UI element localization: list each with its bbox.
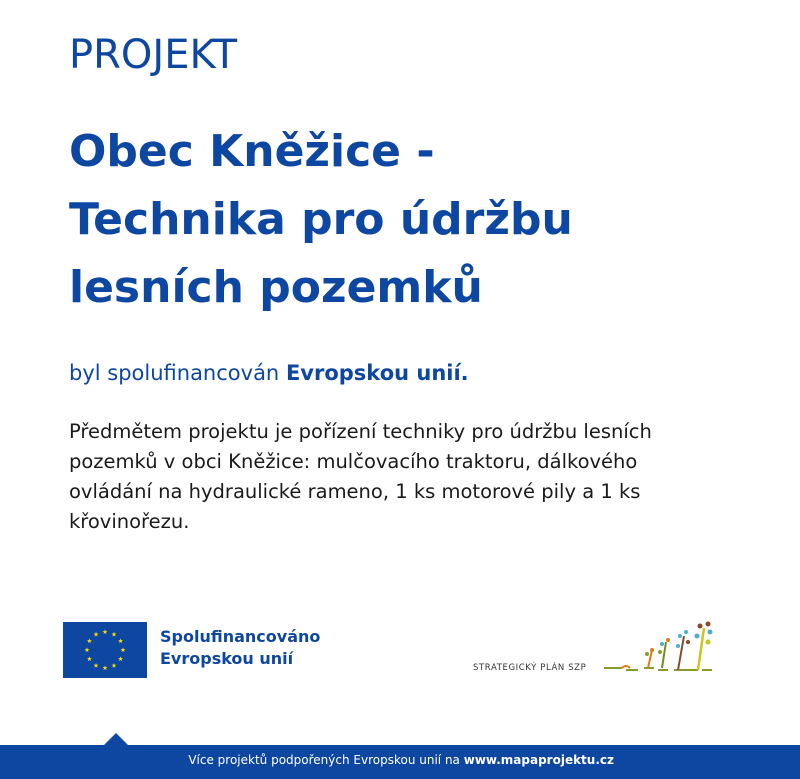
header-label: PROJEKT — [69, 32, 238, 78]
eu-star-icon — [112, 632, 117, 637]
project-title — [69, 118, 749, 322]
eu-star-icon — [118, 656, 123, 661]
title-line: lesních pozemků — [69, 262, 483, 313]
footer-text — [0, 753, 800, 767]
description-line: pozemků v obci Kněžice: mulčovacího traktoru, dálkového — [69, 450, 638, 473]
cofinanced-emphasis: Evropskou unií. — [285, 361, 469, 385]
title-line: Obec Kněžice - — [69, 126, 435, 177]
eu-star-icon — [121, 647, 126, 652]
szp-plants-logo-icon — [602, 620, 740, 680]
eu-flag-icon — [63, 622, 147, 678]
szp-logo-text: STRATEGICKÝ PLÁN SZP — [473, 663, 587, 673]
footer-prefix: Více projektů podpořených Evropskou unií na — [188, 753, 460, 767]
description-line: ovládání na hydraulické rameno, 1 ks motorové pily a 1 ks — [69, 480, 641, 503]
eu-star-icon — [103, 665, 108, 670]
eu-logo-line2: Evropskou unií — [160, 649, 294, 668]
eu-star-icon — [112, 663, 117, 668]
eu-star-icon — [85, 647, 90, 652]
eu-stars-icon — [63, 622, 147, 678]
eu-logo-line1: Spolufinancováno — [160, 627, 321, 646]
project-description — [69, 417, 769, 537]
footer-link[interactable]: www.mapaprojektu.cz — [463, 753, 614, 767]
description-line: křovinořezu. — [69, 510, 190, 533]
cofinanced-statement — [69, 361, 469, 385]
eu-star-icon — [87, 638, 92, 643]
eu-cofinanced-logo-text — [160, 626, 320, 670]
title-line: Technika pro údržbu — [69, 194, 573, 245]
cofinanced-prefix: byl spolufinancován — [69, 361, 280, 385]
description-line: Předmětem projektu je pořízení techniky pro údržbu lesních — [69, 420, 652, 443]
eu-star-icon — [103, 629, 108, 634]
eu-star-icon — [94, 632, 99, 637]
eu-star-icon — [94, 663, 99, 668]
eu-star-icon — [87, 656, 92, 661]
eu-star-icon — [118, 638, 123, 643]
